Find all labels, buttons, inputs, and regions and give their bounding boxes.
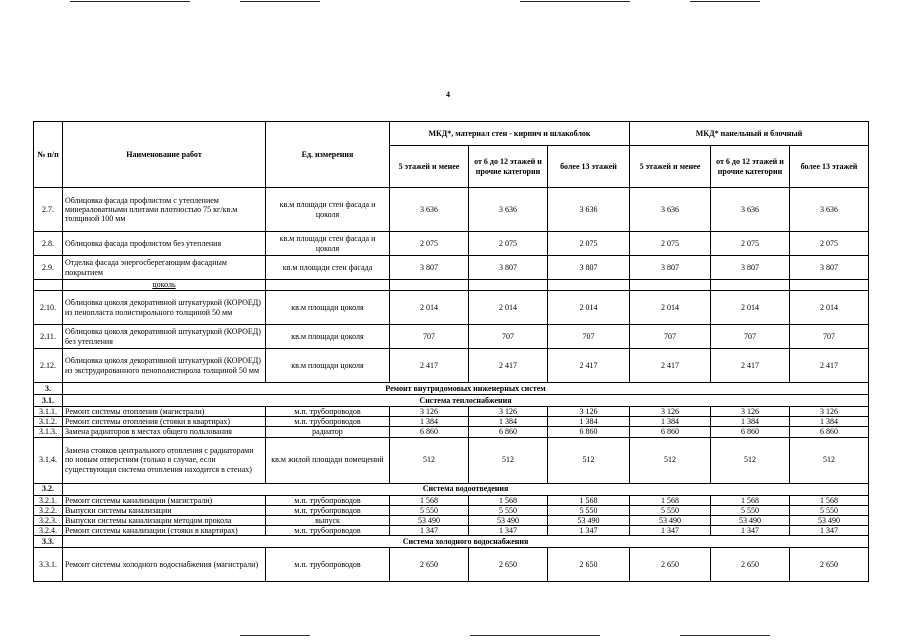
scan-edge-top	[70, 1, 190, 2]
section-number: 3.3.	[34, 536, 63, 548]
header-unit: Ед. измерения	[266, 122, 390, 188]
rates-table	[33, 121, 869, 582]
row-number: 2.7.	[34, 188, 63, 232]
table-row	[34, 437, 869, 483]
rate-value: 2 650	[548, 548, 630, 582]
header-name: Наименование работ	[63, 122, 266, 188]
rate-value: 1 347	[390, 526, 469, 536]
header-sub: 5 этажей и менее	[390, 146, 469, 188]
section-title: Система водоотведения	[63, 483, 869, 495]
row-number: 3.3.1.	[34, 548, 63, 582]
rate-value: 3 126	[790, 407, 869, 417]
header-sub: от 6 до 12 этажей и прочие категории	[711, 146, 790, 188]
section-title: Ремонт внутридомовых инженерных систем	[63, 383, 869, 395]
rate-value: 2 075	[711, 232, 790, 256]
rate-value: 707	[548, 325, 630, 349]
rate-value: 53 490	[469, 515, 548, 525]
table-row	[34, 536, 869, 548]
rate-value: 3 126	[469, 407, 548, 417]
rate-value: 1 347	[469, 526, 548, 536]
work-name: Ремонт системы холодного водоснабжения (магистрали)	[63, 548, 266, 582]
rate-value: 1 384	[790, 417, 869, 427]
row-number: 3.1.2.	[34, 417, 63, 427]
table-row	[34, 383, 869, 395]
unit: выпуск	[266, 515, 390, 525]
rate-value: 512	[711, 437, 790, 483]
unit: кв.м площади цоколя	[266, 349, 390, 383]
unit: кв.м площади цоколя	[266, 291, 390, 325]
rate-value: 6 860	[790, 427, 869, 437]
work-name: Облицовка цоколя декоративной штукатуркой (КОРОЕД) из пенопласта полистирольного толщиной 50 мм	[63, 291, 266, 325]
unit: кв.м площади цоколя	[266, 325, 390, 349]
rate-value: 1 347	[790, 526, 869, 536]
rate-value: 3 807	[790, 256, 869, 280]
empty-cell	[630, 280, 711, 291]
rate-value: 6 860	[390, 427, 469, 437]
table-row	[34, 417, 869, 427]
table-row	[34, 407, 869, 417]
rate-value: 2 014	[390, 291, 469, 325]
header-sub: 5 этажей и менее	[630, 146, 711, 188]
unit: м.п. трубопроводов	[266, 548, 390, 582]
work-name: Замена радиаторов в местах общего пользования	[63, 427, 266, 437]
rate-value: 1 347	[711, 526, 790, 536]
rate-value: 1 568	[790, 495, 869, 505]
table-row	[34, 188, 869, 232]
rate-value: 707	[390, 325, 469, 349]
rate-value: 5 550	[469, 505, 548, 515]
rate-value: 2 417	[711, 349, 790, 383]
section-title: Система холодного водоснабжения	[63, 536, 869, 548]
section-number: 3.2.	[34, 483, 63, 495]
header-sub: более 13 этажей	[790, 146, 869, 188]
row-number: 3.2.4.	[34, 526, 63, 536]
unit	[266, 280, 390, 291]
rate-value: 1 568	[390, 495, 469, 505]
rate-value: 3 126	[548, 407, 630, 417]
rate-value: 1 347	[630, 526, 711, 536]
rate-value: 1 384	[630, 417, 711, 427]
header-sub: от 6 до 12 этажей и прочие категории	[469, 146, 548, 188]
rate-value: 2 014	[790, 291, 869, 325]
rate-value: 1 384	[469, 417, 548, 427]
work-name: Облицовка фасада профлистом с утеплением минераловатными плитами плотностью 75 кг/кв.м толщиной 100 мм	[63, 188, 266, 232]
rate-value: 6 860	[469, 427, 548, 437]
scan-edge-top	[520, 1, 630, 2]
row-number: 3.1.3.	[34, 427, 63, 437]
rate-value: 3 126	[630, 407, 711, 417]
empty-cell	[390, 280, 469, 291]
row-number: 2.9.	[34, 256, 63, 280]
section-number: 3.1.	[34, 395, 63, 407]
rate-value: 6 860	[548, 427, 630, 437]
rate-value: 1 568	[630, 495, 711, 505]
scan-edge-bottom	[680, 635, 770, 636]
rate-value: 2 075	[469, 232, 548, 256]
empty-cell	[711, 280, 790, 291]
work-name: Отделка фасада энергосберегающим фасадным покрытием	[63, 256, 266, 280]
table-row	[34, 427, 869, 437]
work-name: Ремонт системы отопления (стояки в квартирах)	[63, 417, 266, 427]
table-row	[34, 483, 869, 495]
rate-value: 1 568	[469, 495, 548, 505]
rate-value: 2 417	[390, 349, 469, 383]
rate-value: 2 650	[711, 548, 790, 582]
rate-value: 53 490	[548, 515, 630, 525]
rate-value: 707	[790, 325, 869, 349]
rate-value: 2 075	[630, 232, 711, 256]
table-row	[34, 280, 869, 291]
row-number: 3.2.2.	[34, 505, 63, 515]
rate-value: 707	[630, 325, 711, 349]
header-num: № п/п	[34, 122, 63, 188]
table-row	[34, 395, 869, 407]
rate-value: 1 384	[548, 417, 630, 427]
row-number	[34, 280, 63, 291]
row-number: 3.2.3.	[34, 515, 63, 525]
rate-value: 2 014	[711, 291, 790, 325]
rate-value: 3 807	[469, 256, 548, 280]
rate-value: 3 636	[469, 188, 548, 232]
row-number: 2.12.	[34, 349, 63, 383]
scan-edge-top	[240, 1, 320, 2]
empty-cell	[790, 280, 869, 291]
rate-value: 707	[469, 325, 548, 349]
scan-edge-bottom	[240, 635, 310, 636]
unit: кв.м жилой площади помещений	[266, 437, 390, 483]
rate-value: 5 550	[790, 505, 869, 515]
table-row	[34, 349, 869, 383]
work-name: Ремонт системы канализации (магистрали)	[63, 495, 266, 505]
table-row	[34, 515, 869, 525]
rate-value: 5 550	[390, 505, 469, 515]
rate-value: 3 636	[711, 188, 790, 232]
rate-value: 2 650	[390, 548, 469, 582]
rate-value: 512	[469, 437, 548, 483]
row-number: 3.1.1.	[34, 407, 63, 417]
section-title: Система теплоснабжения	[63, 395, 869, 407]
rate-value: 2 417	[469, 349, 548, 383]
rate-value: 5 550	[630, 505, 711, 515]
table-row	[34, 495, 869, 505]
rate-value: 6 860	[711, 427, 790, 437]
rate-value: 512	[390, 437, 469, 483]
unit: м.п. трубопроводов	[266, 407, 390, 417]
rate-value: 5 550	[548, 505, 630, 515]
rate-value: 2 417	[790, 349, 869, 383]
table-row	[34, 291, 869, 325]
rate-value: 2 014	[548, 291, 630, 325]
rate-value: 6 860	[630, 427, 711, 437]
rate-value: 53 490	[390, 515, 469, 525]
rate-value: 1 384	[390, 417, 469, 427]
row-number: 2.11.	[34, 325, 63, 349]
rate-value: 2 417	[548, 349, 630, 383]
rate-value: 2 075	[790, 232, 869, 256]
rate-value: 2 650	[790, 548, 869, 582]
header-group-panel: МКД* панельный и блочный	[630, 122, 869, 146]
rate-value: 1 384	[711, 417, 790, 427]
unit: м.п. трубопроводов	[266, 417, 390, 427]
rate-value: 2 650	[469, 548, 548, 582]
row-number: 3.2.1.	[34, 495, 63, 505]
table-row	[34, 526, 869, 536]
unit: кв.м площади стен фасада и цоколя	[266, 188, 390, 232]
rate-value: 3 126	[390, 407, 469, 417]
table-row	[34, 548, 869, 582]
section-number: 3.	[34, 383, 63, 395]
unit: м.п. трубопроводов	[266, 526, 390, 536]
rate-value: 512	[790, 437, 869, 483]
subsection-title: цоколь	[63, 280, 266, 291]
rate-value: 707	[711, 325, 790, 349]
empty-cell	[548, 280, 630, 291]
empty-cell	[469, 280, 548, 291]
rate-value: 3 807	[711, 256, 790, 280]
rate-value: 53 490	[790, 515, 869, 525]
rate-value: 3 636	[630, 188, 711, 232]
rate-value: 512	[548, 437, 630, 483]
page-number: 4	[446, 90, 450, 99]
work-name: Замена стояков центрального отопления с радиаторами по новым отверстиям (только в случае, если существующая система отопления находится в стенах)	[63, 437, 266, 483]
rate-value: 5 550	[711, 505, 790, 515]
row-number: 2.8.	[34, 232, 63, 256]
work-name: Ремонт системы отопления (магистрали)	[63, 407, 266, 417]
table-row	[34, 232, 869, 256]
row-number: 2.10.	[34, 291, 63, 325]
row-number: 3.1.4.	[34, 437, 63, 483]
rate-value: 53 490	[630, 515, 711, 525]
unit: м.п. трубопроводов	[266, 505, 390, 515]
unit: кв.м площади стен фасада	[266, 256, 390, 280]
work-name: Выпуски системы канализации	[63, 505, 266, 515]
unit: м.п. трубопроводов	[266, 495, 390, 505]
rate-value: 3 636	[390, 188, 469, 232]
header-group-brick: МКД*, материал стен - кирпич и шлакоблок	[390, 122, 630, 146]
rate-value: 1 568	[548, 495, 630, 505]
table-row	[34, 505, 869, 515]
work-name: Выпуски системы канализации методом прокола	[63, 515, 266, 525]
rate-value: 2 014	[630, 291, 711, 325]
rate-value: 3 807	[548, 256, 630, 280]
unit: радиатор	[266, 427, 390, 437]
work-name: Облицовка цоколя декоративной штукатуркой (КОРОЕД) из экструдированного пенополистирола толщиной 50 мм	[63, 349, 266, 383]
rate-value: 53 490	[711, 515, 790, 525]
rate-value: 3 126	[711, 407, 790, 417]
header-sub: более 13 этажей	[548, 146, 630, 188]
table-row	[34, 325, 869, 349]
rate-value: 1 347	[548, 526, 630, 536]
scan-edge-top	[690, 1, 760, 2]
rate-value: 3 807	[390, 256, 469, 280]
rate-value: 2 075	[548, 232, 630, 256]
rate-value: 3 636	[548, 188, 630, 232]
work-name: Облицовка цоколя декоративной штукатуркой (КОРОЕД) без утепления	[63, 325, 266, 349]
rate-value: 1 568	[711, 495, 790, 505]
rate-value: 2 075	[390, 232, 469, 256]
rate-value: 2 650	[630, 548, 711, 582]
unit: кв.м площади стен фасада и цоколя	[266, 232, 390, 256]
rate-value: 3 807	[630, 256, 711, 280]
rate-value: 2 014	[469, 291, 548, 325]
work-name: Ремонт системы канализации (стояки в квартирах)	[63, 526, 266, 536]
work-name: Облицовка фасада профлистом без утепления	[63, 232, 266, 256]
rate-value: 512	[630, 437, 711, 483]
table-row	[34, 256, 869, 280]
rate-value: 3 636	[790, 188, 869, 232]
scan-edge-bottom	[470, 635, 600, 636]
rate-value: 2 417	[630, 349, 711, 383]
